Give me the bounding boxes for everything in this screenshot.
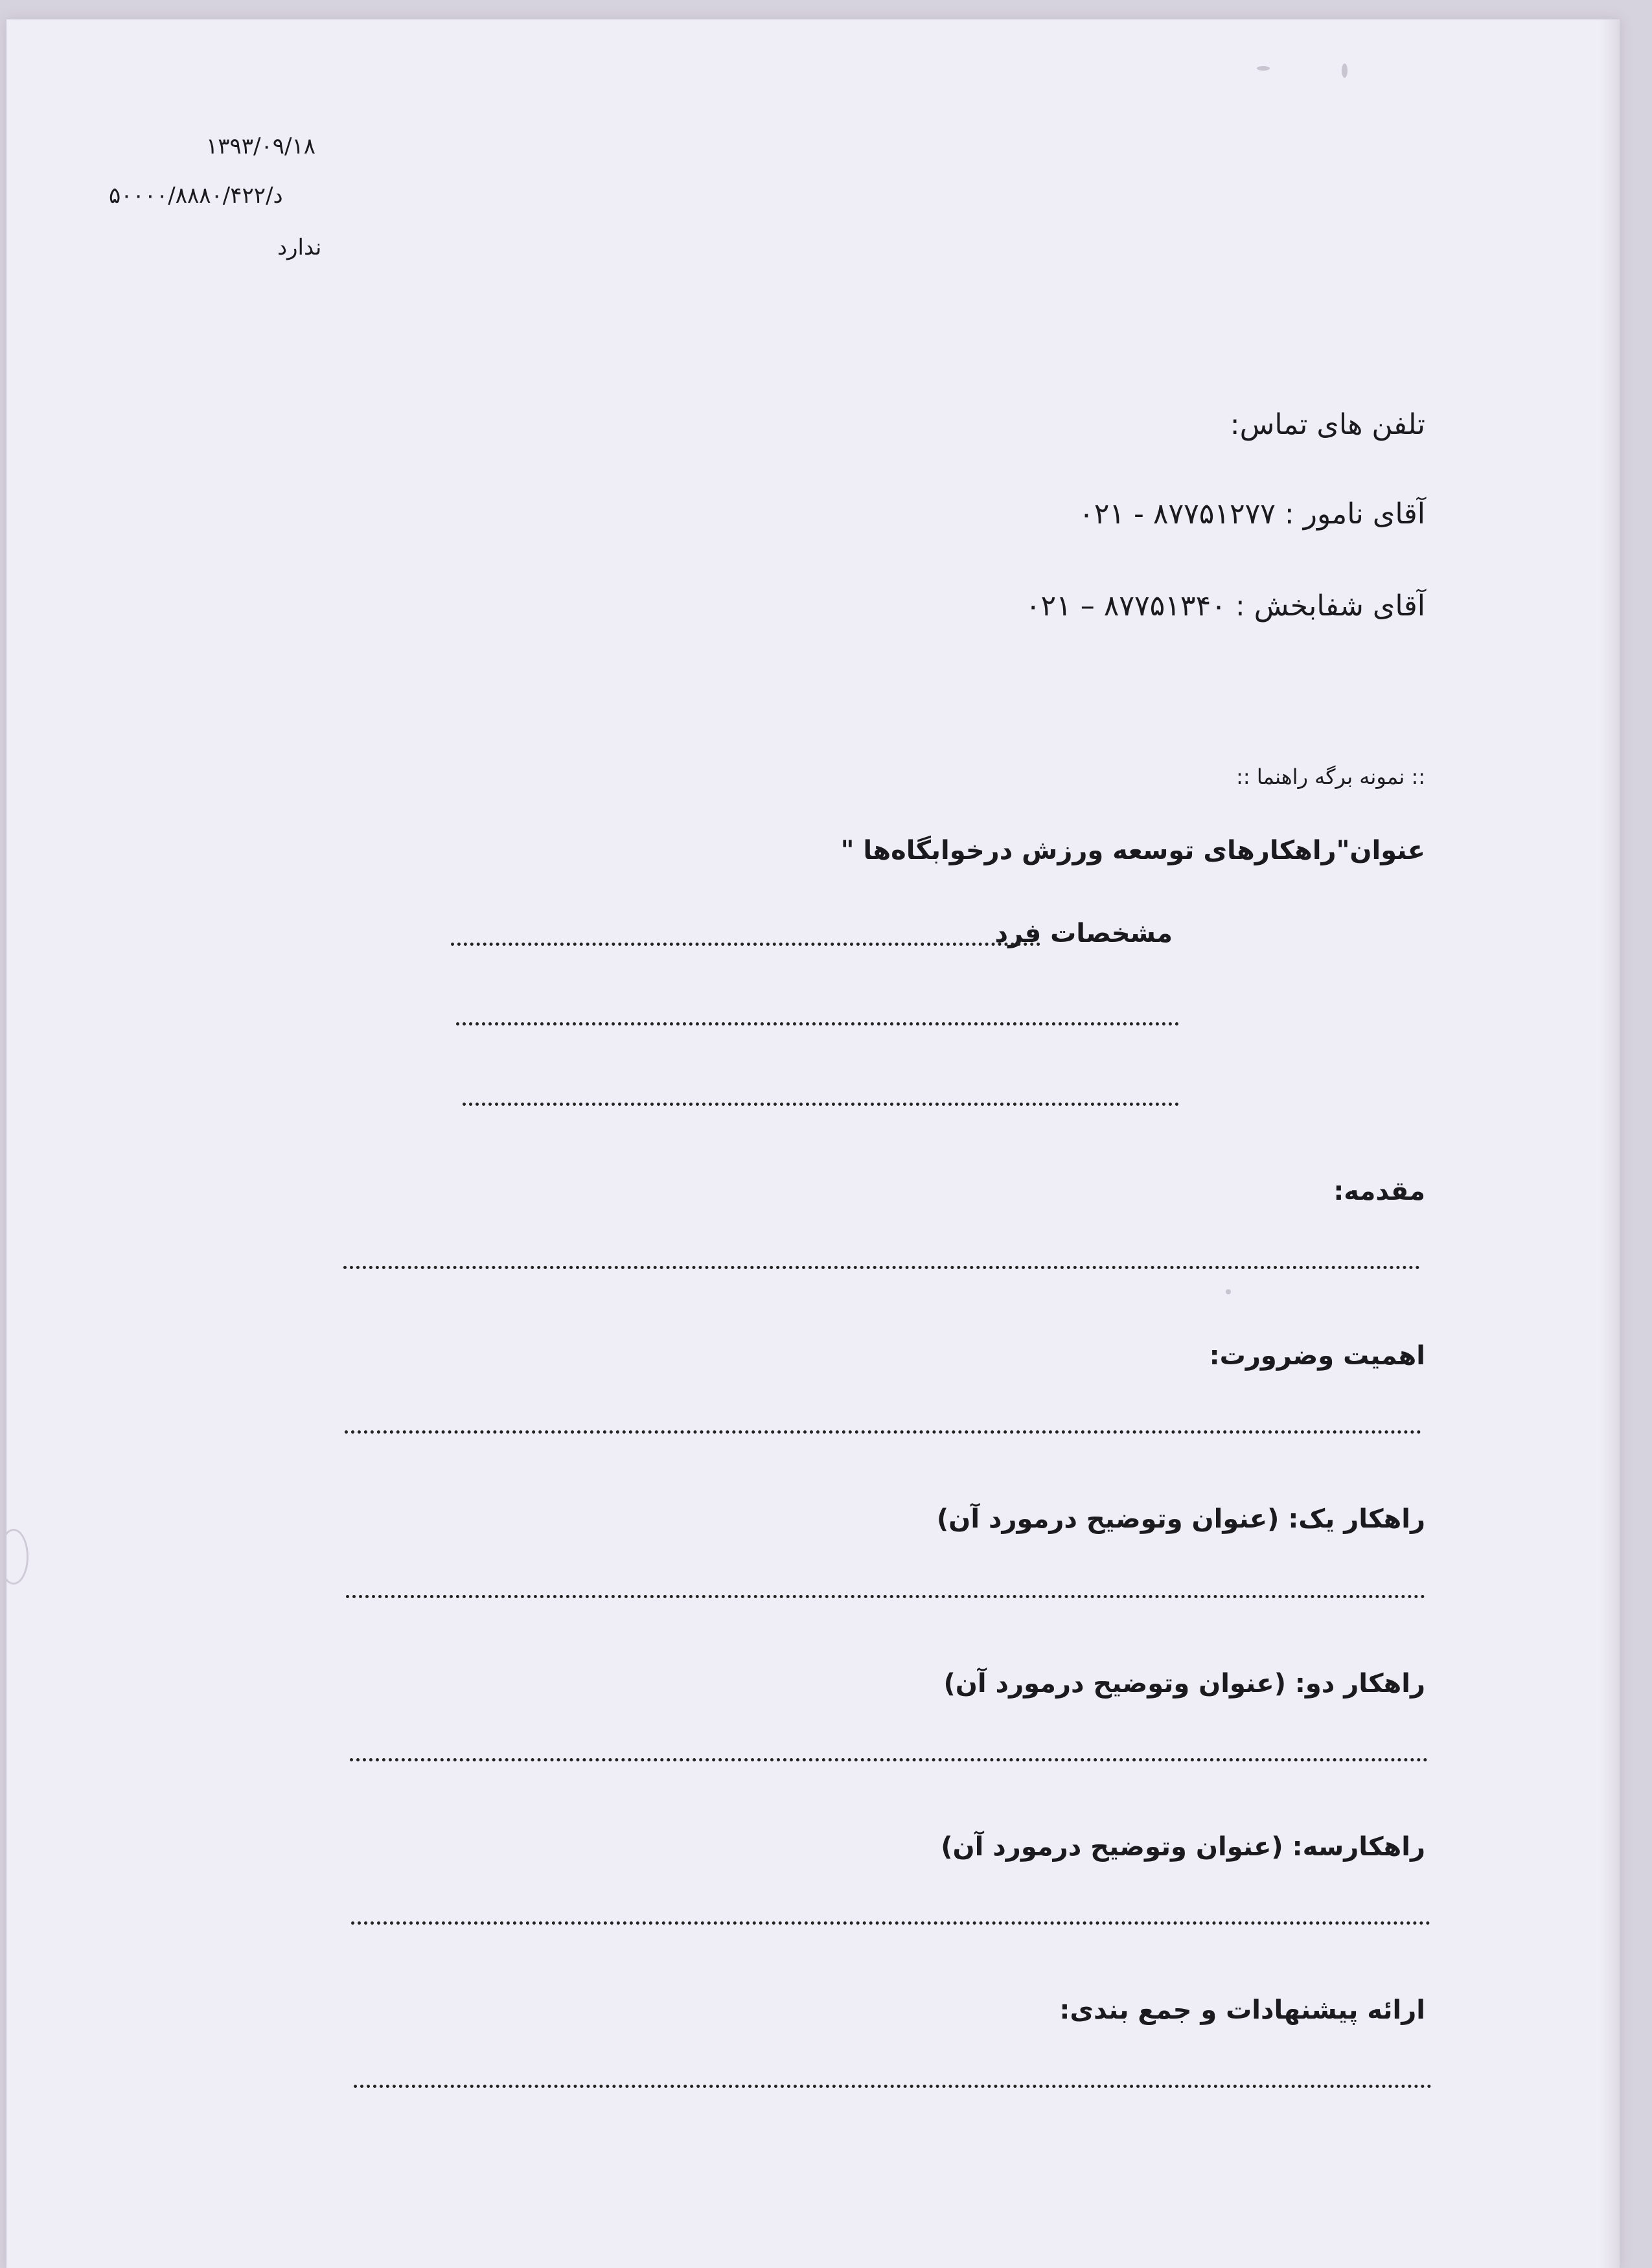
- personal-info-line-2[interactable]: [456, 1022, 1179, 1025]
- paper-speck: [1257, 66, 1270, 71]
- scanned-page: [6, 19, 1620, 2268]
- sample-sheet-label: :: نمونه برگه راهنما ::: [1236, 764, 1425, 789]
- personal-info-line-1[interactable]: [451, 943, 1040, 946]
- section-conclusion: ارائه پیشنهادات و جمع بندی:: [1059, 1995, 1425, 2025]
- conclusion-line[interactable]: [354, 2085, 1432, 2088]
- importance-line[interactable]: [345, 1430, 1421, 1434]
- contact-shafabakhsh: آقای شفابخش : ۸۷۷۵۱۳۴۰ – ۰۲۱: [1025, 590, 1425, 623]
- paper-edge-shadow: [1600, 19, 1620, 2268]
- form-title: عنوان"راهکارهای توسعه ورزش درخوابگاه‌ها ": [840, 836, 1425, 865]
- letter-date: ۱۳۹۳/۰۹/۱۸: [206, 133, 316, 159]
- paper-speck: [1226, 1289, 1231, 1294]
- letter-attachment: ندارد: [277, 235, 322, 260]
- section-importance: اهمیت وضرورت:: [1209, 1341, 1425, 1371]
- contacts-title: تلفن های تماس:: [1230, 408, 1425, 441]
- paper-speck: [1342, 63, 1348, 78]
- solution-3-line[interactable]: [351, 1921, 1430, 1925]
- intro-line[interactable]: [343, 1266, 1420, 1269]
- solution-2-line[interactable]: [350, 1758, 1428, 1761]
- solution-1-line[interactable]: [346, 1595, 1425, 1598]
- personal-info-label: مشخصات فرد: [994, 919, 1173, 948]
- letter-number: د/۵۰۰۰۰/۸۸۸۰/۴۲۲: [109, 183, 283, 209]
- section-solution-1: راهکار یک: (عنوان وتوضیح درمورد آن): [936, 1504, 1425, 1534]
- punch-hole-mark: [6, 1529, 29, 1585]
- personal-info-line-3[interactable]: [463, 1103, 1179, 1106]
- section-solution-2: راهکار دو: (عنوان وتوضیح درمورد آن): [943, 1669, 1425, 1699]
- contact-namvar: آقای نامور : ۸۷۷۵۱۲۷۷ - ۰۲۱: [1079, 498, 1425, 531]
- section-intro: مقدمه:: [1333, 1176, 1425, 1206]
- section-solution-3: راهکارسه: (عنوان وتوضیح درمورد آن): [941, 1832, 1425, 1862]
